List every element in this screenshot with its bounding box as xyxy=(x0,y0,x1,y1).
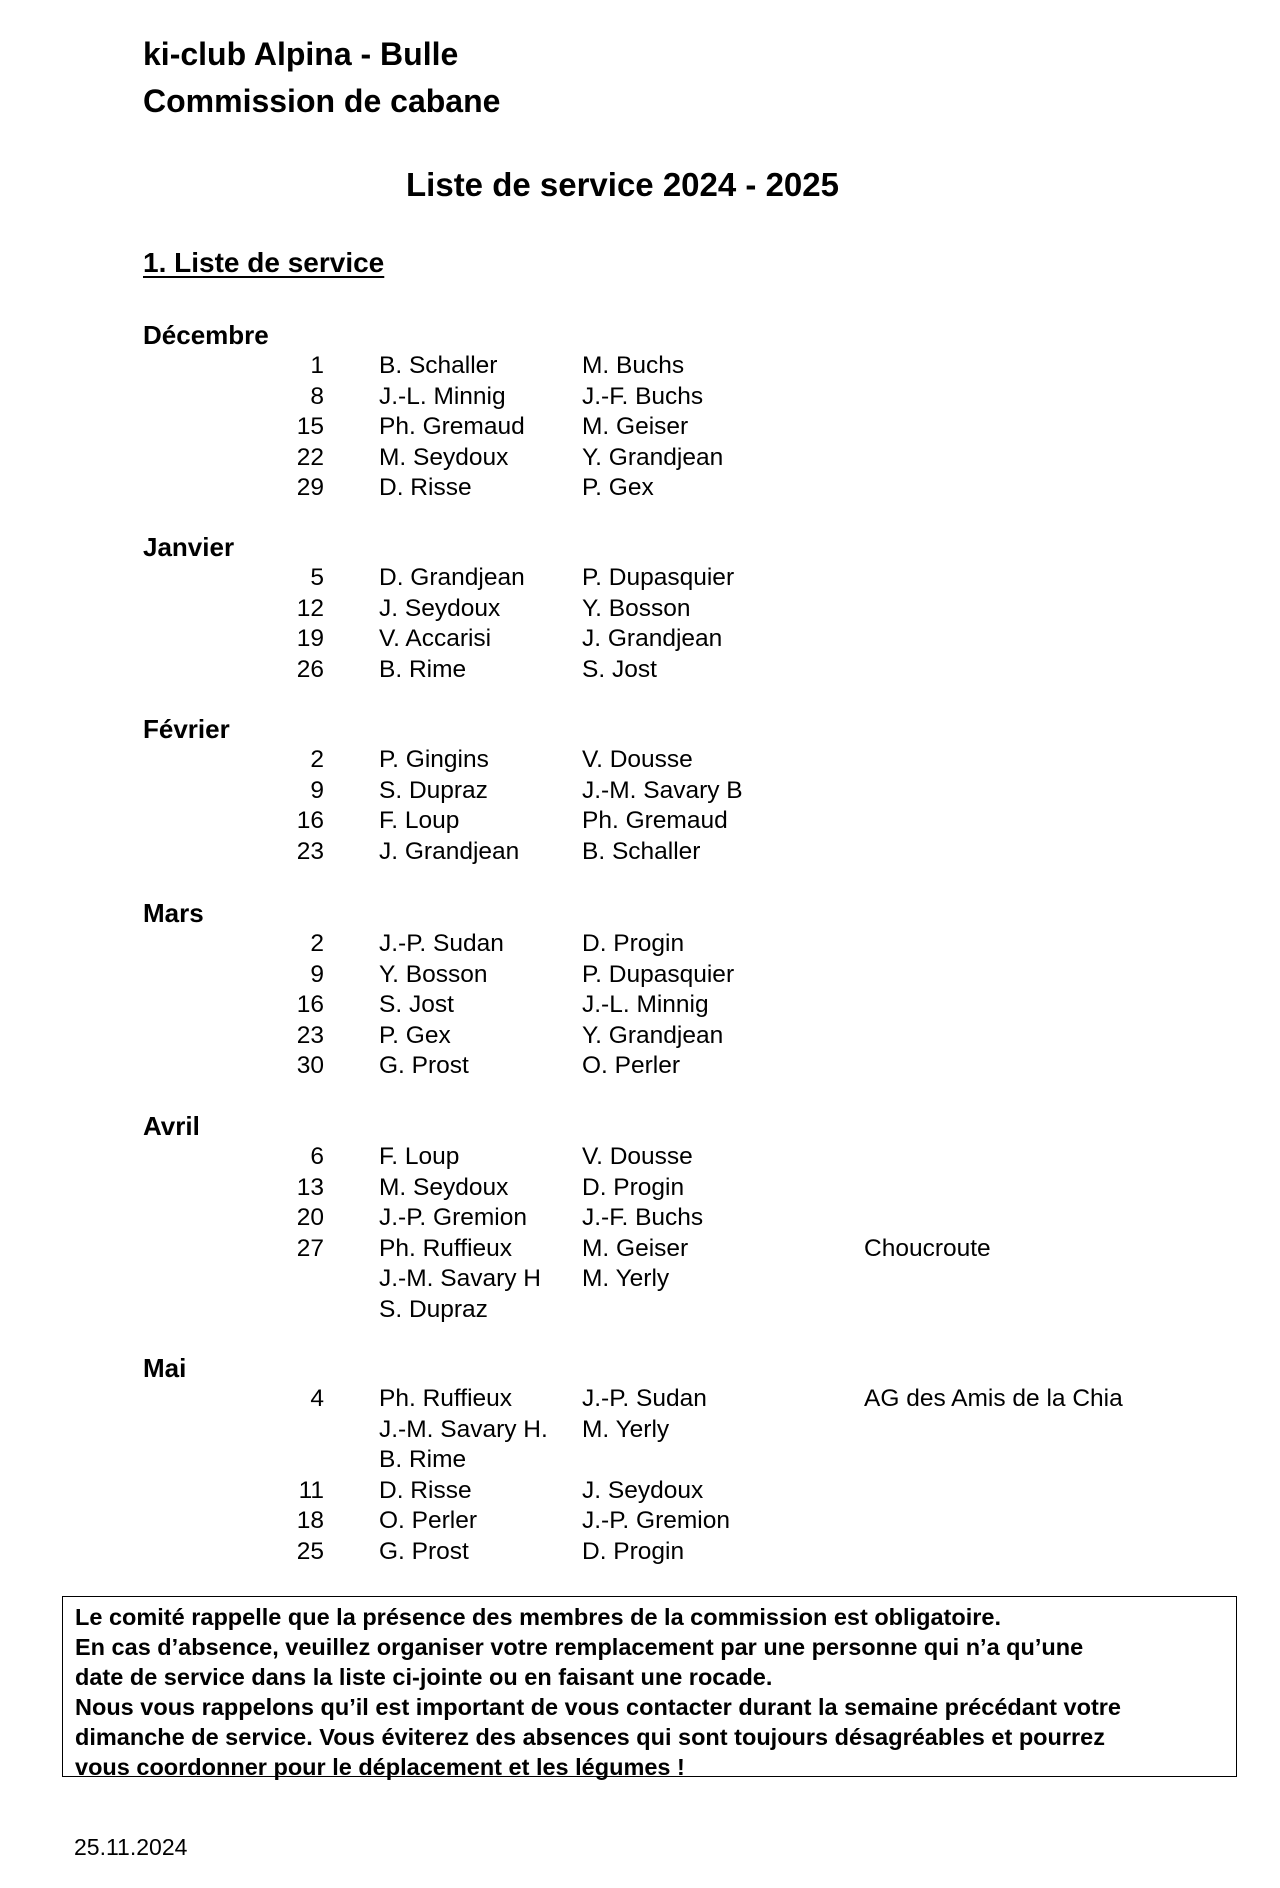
member-1: J.-P. Gremion xyxy=(379,1204,527,1231)
member-2: J. Grandjean xyxy=(582,625,723,652)
member-2: M. Yerly xyxy=(582,1415,670,1443)
service-day: 5 xyxy=(310,564,324,591)
month-heading: Février xyxy=(143,714,230,744)
member-2: O. Perler xyxy=(582,1052,681,1079)
member-2: S. Jost xyxy=(582,655,657,683)
member-1: D. Risse xyxy=(379,1476,472,1504)
member-2: V. Dousse xyxy=(582,746,693,773)
member-2: M. Buchs xyxy=(582,352,685,379)
service-day: 11 xyxy=(298,1476,324,1504)
member-1: J. Seydoux xyxy=(379,594,501,622)
schedule-row xyxy=(0,1506,1280,1536)
schedule-row xyxy=(0,1415,1280,1445)
month-heading: Janvier xyxy=(143,532,235,562)
member-1: F. Loup xyxy=(379,807,460,834)
service-day: 9 xyxy=(310,776,324,804)
member-1: J.-P. Sudan xyxy=(379,930,504,957)
member-2: D. Progin xyxy=(582,1173,685,1201)
month-heading: Décembre xyxy=(143,320,269,350)
service-day: 13 xyxy=(296,1173,324,1201)
schedule-row xyxy=(0,1173,1280,1203)
notice-line: date de service dans la liste ci-jointe ou en faisant une rocade. xyxy=(75,1664,773,1690)
section-heading: 1. Liste de service xyxy=(143,247,385,278)
schedule-row xyxy=(0,1384,1280,1414)
member-2: J.-M. Savary B xyxy=(582,776,743,804)
schedule-row xyxy=(0,1051,1280,1081)
member-2: J. Seydoux xyxy=(582,1476,704,1504)
member-2: D. Progin xyxy=(582,930,685,957)
member-1: Ph. Ruffieux xyxy=(379,1385,513,1412)
service-day: 2 xyxy=(310,746,324,773)
schedule-row xyxy=(0,655,1280,685)
service-day: 30 xyxy=(296,1052,324,1079)
notice-line: Nous vous rappelons qu’il est important de vous contacter durant la semaine précédant votre xyxy=(75,1694,1121,1720)
schedule-row xyxy=(0,776,1280,806)
member-2: J.-F. Buchs xyxy=(582,1204,704,1231)
row-note: Choucroute xyxy=(864,1234,991,1262)
member-1: Ph. Ruffieux xyxy=(379,1234,513,1262)
service-day: 16 xyxy=(296,807,324,834)
schedule-row xyxy=(0,1476,1280,1506)
member-2: J.-P. Sudan xyxy=(582,1385,707,1412)
member-1: F. Loup xyxy=(379,1143,460,1170)
service-day: 9 xyxy=(310,960,324,988)
schedule-row xyxy=(0,806,1280,836)
service-day: 12 xyxy=(296,594,324,622)
service-day: 27 xyxy=(296,1234,324,1262)
schedule-row xyxy=(0,1264,1280,1294)
service-day: 20 xyxy=(296,1204,324,1231)
schedule-row xyxy=(0,745,1280,775)
member-2: B. Schaller xyxy=(582,837,701,865)
service-day: 25 xyxy=(296,1537,324,1565)
member-1: B. Rime xyxy=(379,655,467,683)
service-day: 19 xyxy=(296,625,324,652)
service-day: 29 xyxy=(296,474,324,501)
member-2: M. Yerly xyxy=(582,1265,670,1292)
member-2: J.-P. Gremion xyxy=(582,1507,730,1534)
member-2: Y. Grandjean xyxy=(582,1021,724,1049)
service-day: 23 xyxy=(296,1021,324,1049)
month-heading: Mars xyxy=(143,898,204,928)
schedule-row xyxy=(0,1537,1280,1567)
notice-line: Le comité rappelle que la présence des membres de la commission est obligatoire. xyxy=(75,1604,1001,1630)
member-1: S. Dupraz xyxy=(379,776,488,804)
notice-line: dimanche de service. Vous éviterez des absences qui sont toujours désagréables et pourrez xyxy=(75,1724,1106,1750)
member-1: J.-M. Savary H xyxy=(379,1265,541,1292)
member-1: J. Grandjean xyxy=(379,837,520,865)
schedule-row xyxy=(0,624,1280,654)
member-1: J.-M. Savary H. xyxy=(379,1415,548,1443)
member-2: Y. Grandjean xyxy=(582,443,724,471)
service-day: 18 xyxy=(296,1507,324,1534)
member-1: B. Rime xyxy=(379,1446,467,1473)
member-2: J.-L. Minnig xyxy=(582,991,709,1018)
schedule-row xyxy=(0,1203,1280,1233)
service-day: 23 xyxy=(296,837,324,865)
schedule-row xyxy=(0,412,1280,442)
service-day: 2 xyxy=(310,930,324,957)
schedule-row xyxy=(0,1295,1280,1325)
service-day: 15 xyxy=(296,413,324,440)
member-2: M. Geiser xyxy=(582,1234,689,1262)
schedule-row xyxy=(0,1445,1280,1475)
member-2: D. Progin xyxy=(582,1537,685,1565)
member-2: J.-F. Buchs xyxy=(582,382,704,410)
member-1: D. Grandjean xyxy=(379,564,525,591)
service-day: 6 xyxy=(310,1143,324,1170)
notice-line: vous coordonner pour le déplacement et les légumes ! xyxy=(75,1754,685,1780)
service-day: 8 xyxy=(310,382,324,410)
member-1: Ph. Gremaud xyxy=(379,413,525,440)
schedule-row xyxy=(0,960,1280,990)
member-2: P. Dupasquier xyxy=(582,960,735,988)
member-1: M. Seydoux xyxy=(379,1173,509,1201)
schedule-row xyxy=(0,351,1280,381)
member-1: V. Accarisi xyxy=(379,625,492,652)
member-2: P. Dupasquier xyxy=(582,564,735,591)
member-1: O. Perler xyxy=(379,1507,478,1534)
service-day: 4 xyxy=(310,1385,324,1412)
member-2: M. Geiser xyxy=(582,413,689,440)
member-1: D. Risse xyxy=(379,474,472,501)
member-1: P. Gingins xyxy=(379,746,489,773)
member-1: S. Jost xyxy=(379,991,454,1018)
commission-name: Commission de cabane xyxy=(143,83,501,119)
member-2: V. Dousse xyxy=(582,1143,693,1170)
schedule-row xyxy=(0,1142,1280,1172)
schedule-row xyxy=(0,990,1280,1020)
member-1: J.-L. Minnig xyxy=(379,382,506,410)
member-2: Ph. Gremaud xyxy=(582,807,728,834)
service-day: 22 xyxy=(296,443,324,471)
notice-line: En cas d’absence, veuillez organiser votre remplacement par une personne qui n’a qu’une xyxy=(75,1634,1084,1660)
member-1: M. Seydoux xyxy=(379,443,509,471)
member-1: B. Schaller xyxy=(379,352,498,379)
service-day: 1 xyxy=(310,352,324,379)
row-note: AG des Amis de la Chia xyxy=(864,1385,1123,1412)
member-1: G. Prost xyxy=(379,1052,469,1079)
schedule-row xyxy=(0,473,1280,503)
member-1: S. Dupraz xyxy=(379,1295,488,1323)
schedule-row xyxy=(0,563,1280,593)
schedule-row xyxy=(0,443,1280,473)
schedule-row xyxy=(0,929,1280,959)
schedule-row xyxy=(0,382,1280,412)
service-day: 26 xyxy=(296,655,324,683)
notice-box xyxy=(62,1596,1237,1780)
member-2: Y. Bosson xyxy=(582,594,691,622)
service-day: 16 xyxy=(296,991,324,1018)
club-name: ki-club Alpina - Bulle xyxy=(143,36,459,72)
schedule-row xyxy=(0,1021,1280,1051)
member-1: G. Prost xyxy=(379,1537,469,1565)
document-date: 25.11.2024 xyxy=(74,1834,188,1860)
member-1: P. Gex xyxy=(379,1021,451,1049)
month-heading: Avril xyxy=(143,1111,200,1141)
schedule-row xyxy=(0,1234,1280,1264)
member-2: P. Gex xyxy=(582,474,654,501)
document-title: Liste de service 2024 - 2025 xyxy=(406,166,839,203)
schedule-row xyxy=(0,837,1280,867)
month-heading: Mai xyxy=(143,1353,187,1383)
schedule-row xyxy=(0,594,1280,624)
member-1: Y. Bosson xyxy=(379,960,488,988)
